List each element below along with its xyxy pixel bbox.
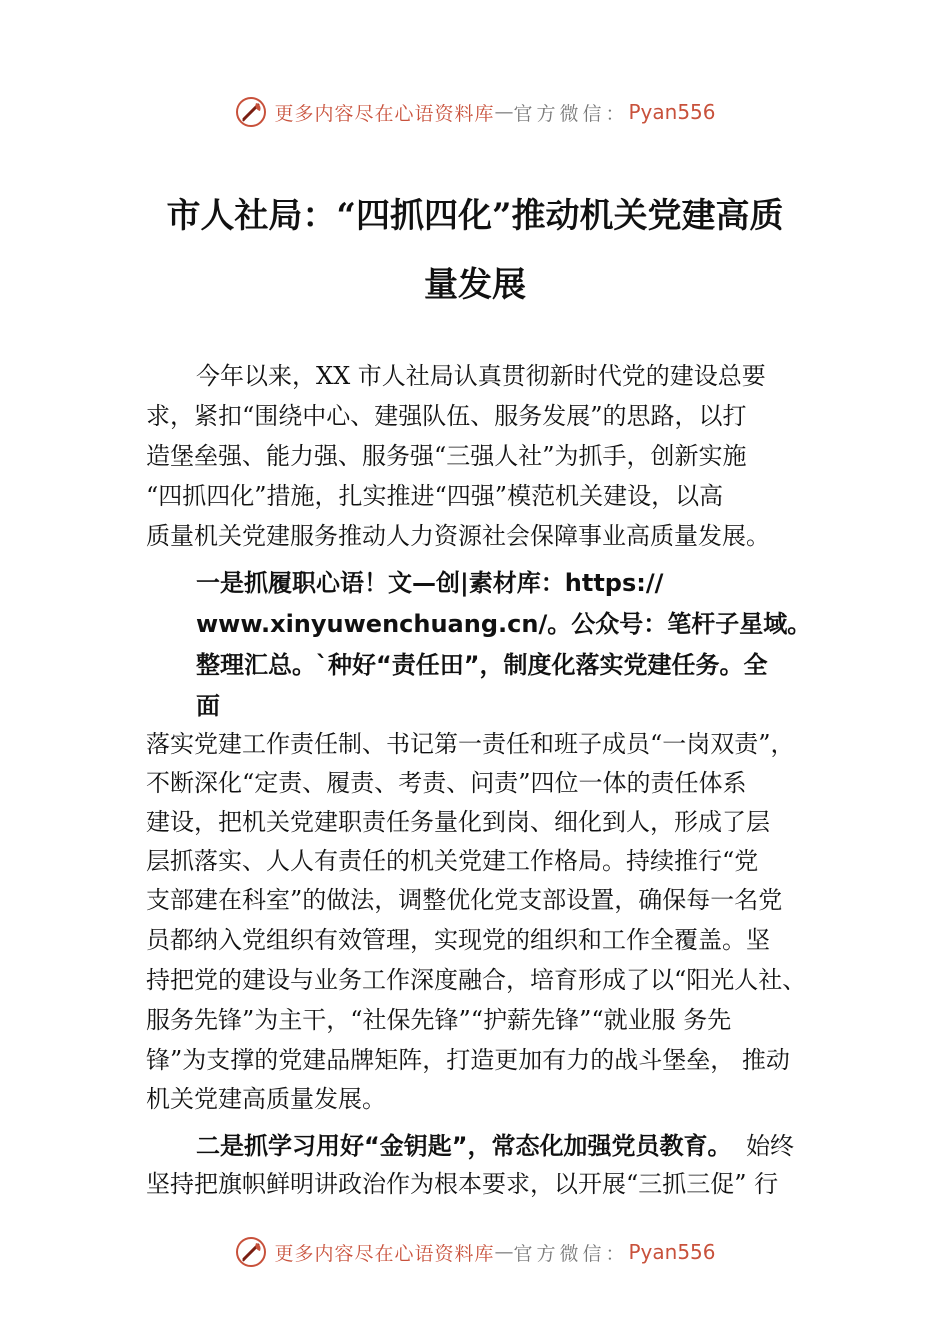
watermark-wechat-label: 官方微信： <box>513 102 629 125</box>
body-line: 坚持把旗帜鲜明讲政治作为根本要求，以开展“三抓三促” 行 <box>146 1170 779 1198</box>
page-title-line-1: 市人社局：“四抓四化”推动机关党建高质 <box>166 196 784 236</box>
watermark-wechat-id: Pyan556 <box>628 100 716 124</box>
body-line: 落实党建工作责任制、书记第一责任和班子成员“一岗双责”， <box>146 730 795 758</box>
body-line: 锋”为支撑的党建品牌矩阵，打造更加有力的战斗堡垒， 推动 <box>146 1046 790 1074</box>
body-line: 不断深化“定责、履责、考责、问责”四位一体的责任体系 <box>146 769 747 797</box>
watermark-footer <box>0 1232 950 1272</box>
quill-logo-icon <box>234 1235 268 1269</box>
body-line: 造堡垒强、能力强、服务强“三强人社”为抓手，创新实施 <box>146 442 747 470</box>
heading-line: 面 <box>196 692 220 720</box>
body-line: 持把党的建设与业务工作深度融合，培育形成了以“阳光人社、 <box>146 966 807 994</box>
watermark-header <box>0 92 950 132</box>
heading-line: 整理汇总。`种好“责任田”，制度化落实党建任务。全 <box>196 651 768 679</box>
body-line: 员都纳入党组织有效管理，实现党的组织和工作全覆盖。坚 <box>146 926 770 954</box>
heading-line: 一是抓履职心语！文—创|素材库：https:// <box>196 569 664 597</box>
watermark-separator: — <box>494 101 514 123</box>
body-line: 质量机关党建服务推动人力资源社会保障事业高质量发展。 <box>146 522 770 550</box>
body-line: “四抓四化”措施，扎实推进“四强”模范机关建设，以高 <box>146 482 724 510</box>
body-line: 今年以来，XX 市人社局认真贯彻新时代党的建设总要 <box>196 362 766 390</box>
body-line: 始终 <box>746 1132 794 1160</box>
body-line: 求，紧扣“围绕中心、建强队伍、服务发展”的思路，以打 <box>146 402 747 430</box>
heading-line: 二是抓学习用好“金钥匙”，常态化加强党员教育。 <box>196 1132 732 1160</box>
watermark-wechat-id: Pyan556 <box>628 1240 716 1264</box>
page-title-line-2: 量发展 <box>424 265 526 305</box>
heading-line: www.xinyuwenchuang.cn/。公众号：笔杆子星域。 <box>196 610 812 638</box>
body-line: 支部建在科室”的做法，调整优化党支部设置，确保每一名党 <box>146 886 783 914</box>
body-line: 建设，把机关党建职责任务量化到岗、细化到人，形成了层 <box>146 808 770 836</box>
body-line: 机关党建高质量发展。 <box>146 1085 386 1113</box>
watermark-site-text: 更多内容尽在心语资料库 <box>274 1242 495 1265</box>
watermark-separator: — <box>494 1241 514 1263</box>
watermark-wechat-label: 官方微信： <box>513 1242 629 1265</box>
quill-logo-icon <box>234 95 268 129</box>
body-line: 服务先锋”为主干，“社保先锋”“护薪先锋”“就业服 务先 <box>146 1006 732 1034</box>
body-line: 层抓落实、人人有责任的机关党建工作格局。持续推行“党 <box>146 847 759 875</box>
watermark-site-text: 更多内容尽在心语资料库 <box>274 102 495 125</box>
